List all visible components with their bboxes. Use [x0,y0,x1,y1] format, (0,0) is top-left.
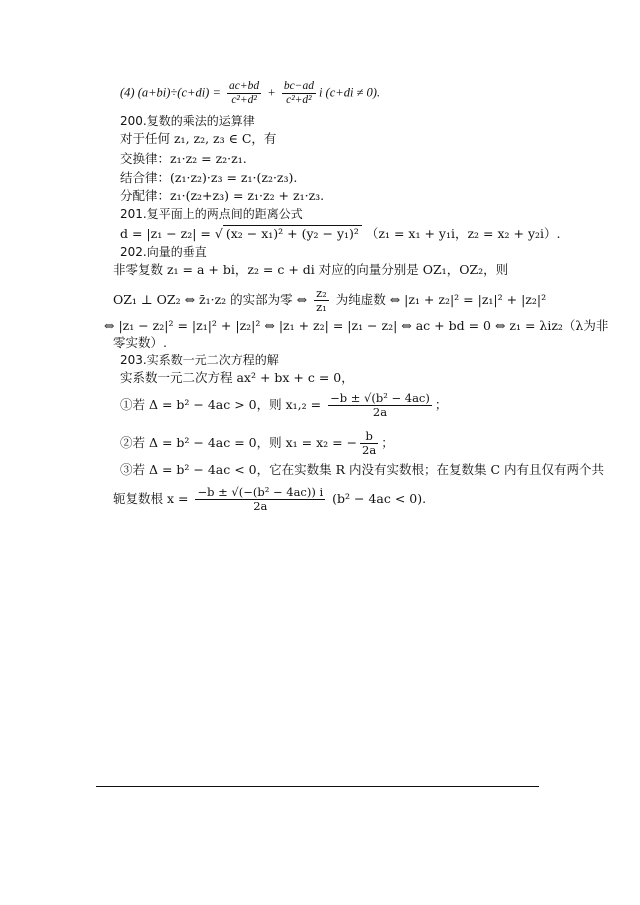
section-200-heading: 200.复数的乘法的运算律 [120,114,255,128]
case-positive-discriminant: ①若 Δ = b² − 4ac > 0，则 x₁,₂ = $\frac{\text{−b ± √(b² − 4ac)}}{2a}$ ； [120,391,448,419]
division-fraction-imag: $\frac{bc-ad}{\text{c²+d²}}$ [283,80,314,106]
distance-radicand: (x₂ − x₁)² + (y₂ − y₁)² [223,225,362,242]
any-z-statement: 对于任何 z₁, z₂, z₃ ∈ C，有 [120,131,277,146]
quadratic-equation: 实系数一元二次方程 ax² + bx + c = 0， [120,370,354,385]
distributive-law: 分配律：z₁·(z₂+z₃) = z₁·z₂ + z₁·z₃. [120,188,325,203]
complex-root-fraction: $\frac{\text{−b ± √(−(b² − 4ac)) i}}{2a}$ [197,485,324,513]
division-formula: (4) (a+bi)÷(c+di) = $\frac{ac+bd}{\text{c²+d²}}$ + $\frac{bc-ad}{\text{c²+d²}}$ i (c+di ≠ 0). [120,80,381,106]
sqrt-symbol: √ [214,226,223,241]
perpendicular-criteria-3: 零实数）. [113,335,167,350]
footer-rule [96,786,539,787]
division-formula-text: (4) (a+bi)÷(c+di) = [120,85,225,100]
section-201-heading: 201.复平面上的两点间的距离公式 [120,207,303,221]
case-negative-discriminant: ③若 Δ = b² − 4ac < 0，它在实数集 R 内没有实数根；在复数集 C 内有且仅有两个共 [120,462,605,477]
root-formula-fraction: $\frac{\text{−b ± √(b² − 4ac)}}{2a}$ [330,391,430,419]
section-203-heading: 203.实系数一元二次方程的解 [120,353,279,367]
division-formula-tail: i (c+di ≠ 0). [318,85,381,100]
distance-formula: d = |z₁ − z₂| = √ (x₂ − x₁)² + (y₂ − y₁)² （z₁ = x₁ + y₁i，z₂ = x₂ + y₂i）. [120,226,561,241]
vector-definition: 非零复数 z₁ = a + bi，z₂ = c + di 对应的向量分别是 OZ₁，OZ₂，则 [113,262,509,277]
perpendicular-criteria-1: OZ₁ ⊥ OZ₂ ⇔ z̄₁·z₂ 的实部为零 ⇔ $\frac{\text{z₂}}{\text{z₁}}$ 为纯虚数 ⇔ |z₁ + z₂|² = |z₁|² + |z₂|² [113,286,547,314]
z2-over-z1-fraction: $\frac{\text{z₂}}{\text{z₁}}$ [316,286,327,314]
section-202-heading: 202.向量的垂直 [120,245,207,259]
commutative-law: 交换律：z₁·z₂ = z₂·z₁. [120,151,247,166]
double-root-fraction: $\frac{b}{2a}$ [362,429,377,457]
case-zero-discriminant: ②若 Δ = b² − 4ac = 0，则 x₁ = x₂ = − $\frac{b}{2a}$ ； [120,429,394,457]
complex-conjugate-roots: 轭复数根 x = $\frac{\text{−b ± √(−(b² − 4ac)) i}}{2a}$ (b² − 4ac < 0). [113,485,427,513]
associative-law: 结合律：(z₁·z₂)·z₃ = z₁·(z₂·z₃). [120,170,298,185]
division-fraction-real: $\frac{ac+bd}{\text{c²+d²}}$ [229,80,260,106]
distance-formula-condition: （z₁ = x₁ + y₁i，z₂ = x₂ + y₂i）. [365,226,561,241]
perpendicular-criteria-2: ⇔ |z₁ − z₂|² = |z₁|² + |z₂|² ⇔ |z₁ + z₂| = |z₁ − z₂| ⇔ ac + bd = 0 ⇔ z₁ = λiz₂（λ为非 [104,318,609,333]
